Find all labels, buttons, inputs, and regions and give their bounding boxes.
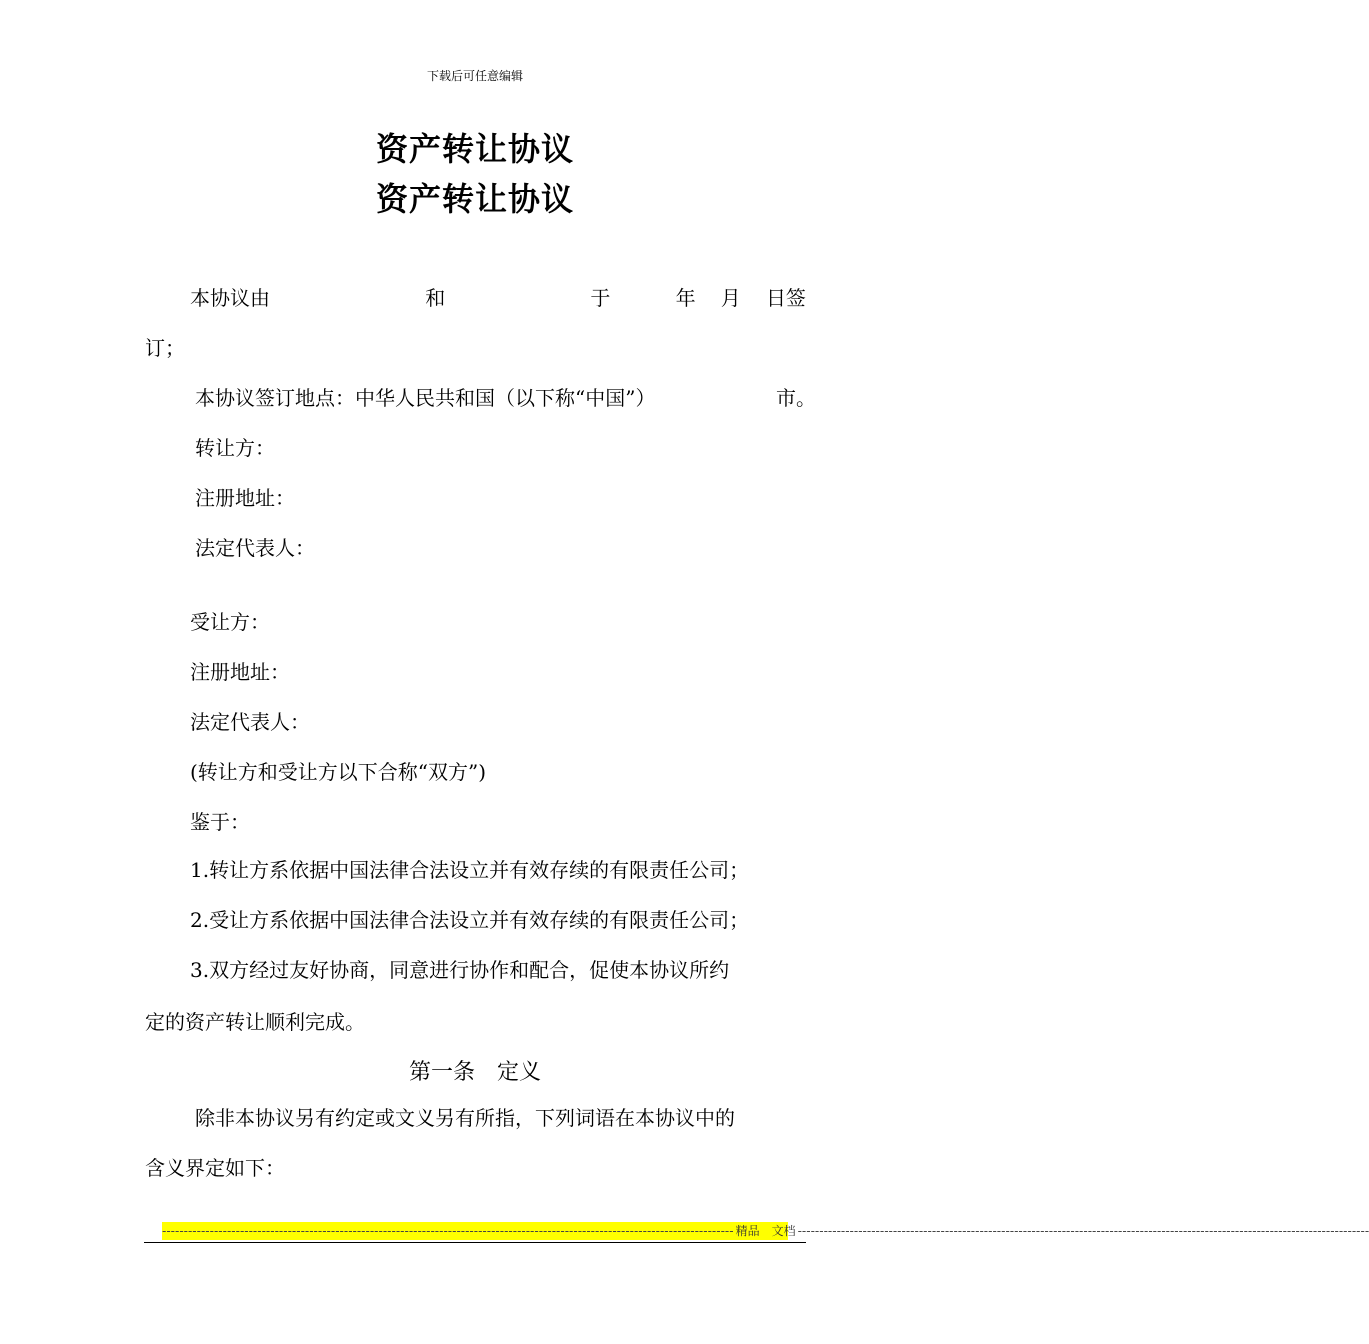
header-note: 下载后可任意编辑 [426,69,523,83]
whereas-label: 鉴于： [190,810,250,834]
section-1-paragraph: 除非本协议另有约定或文义另有所指，下列词语在本协议中的 [195,1106,735,1130]
location-line: 本协议签订地点：中华人民共和国（以下称“中国”） [195,386,656,410]
clause-2: 2.受让方系依据中国法律合法设立并有效存续的有限责任公司； [190,908,750,932]
footer-dashes-right: ------------------------------------------------------------------------------------------------------------------------------------ [797,1224,1369,1238]
transferee-label: 受让方： [190,610,270,634]
transferor-label: 转让方： [195,436,275,460]
transferor-rep-label: 法定代表人： [195,536,315,560]
intro-part: 本协议由 [190,286,270,310]
location-city: 市。 [776,386,816,410]
intro-part: 和 [425,286,446,310]
intro-part: 月 [720,286,741,310]
transferee-address-label: 注册地址： [190,660,290,684]
intro-part: 日签 [765,286,806,310]
footer-dashes-left: ------------------------------------------------------------------------------------------------------------------------------------ [162,1224,734,1238]
section-1-paragraph-wrap: 含义界定如下： [145,1156,285,1180]
transferee-rep-label: 法定代表人： [190,710,310,734]
section-1-title: 第一条 定义 [408,1060,541,1085]
transferor-address-label: 注册地址： [195,486,295,510]
intro-part: 于 [590,286,611,310]
intro-part: 年 [675,286,696,310]
clause-3: 3.双方经过友好协商，同意进行协作和配合，促使本协议所约 [190,958,730,982]
clause-1: 1.转让方系依据中国法律合法设立并有效存续的有限责任公司； [190,858,750,882]
intro-wrap: 订； [145,336,185,360]
footer-band [162,1222,1369,1240]
collective-note: (转让方和受让方以下合称“双方”) [190,760,487,784]
clause-3-wrap: 定的资产转让顺利完成。 [145,1010,365,1034]
intro-line [190,286,806,310]
document-title-repeat: 资产转让协议 [375,180,574,218]
footer-rule [144,1242,806,1243]
document-title: 资产转让协议 [375,130,574,168]
footer-text: 精品 文档 [735,1224,796,1238]
